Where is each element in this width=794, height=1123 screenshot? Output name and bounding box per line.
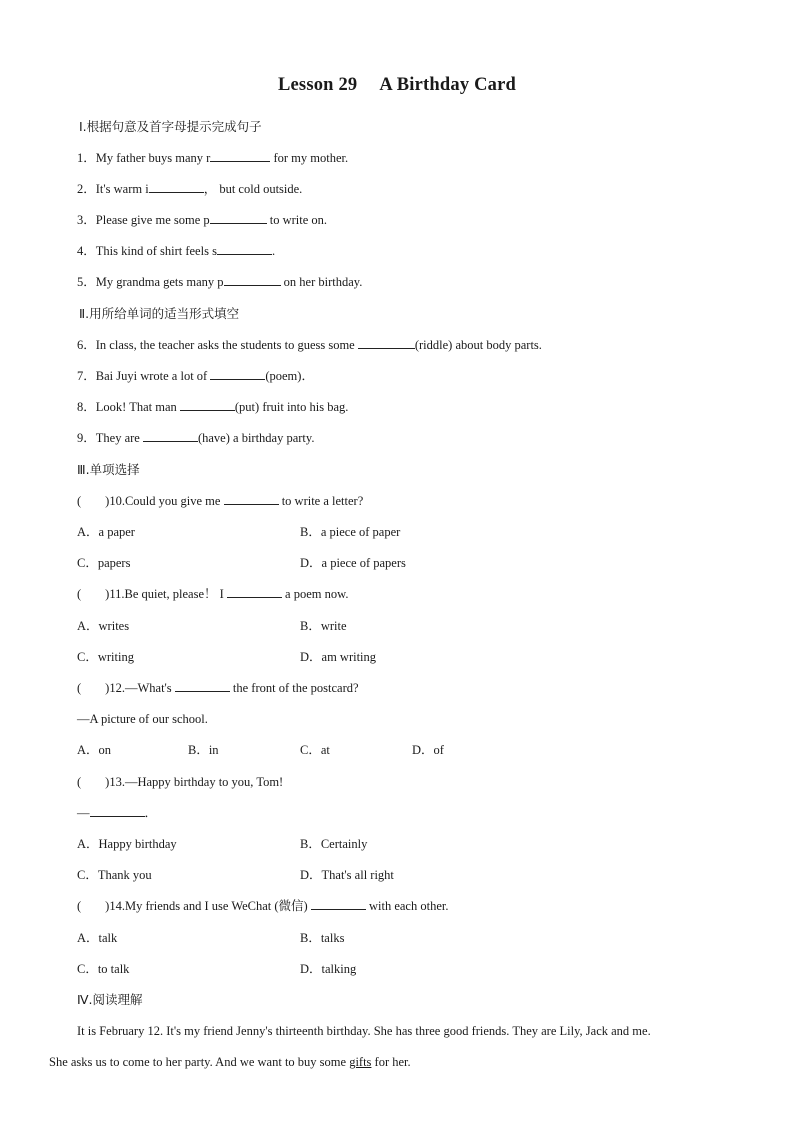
answer-blank[interactable] — [217, 242, 272, 255]
answer-blank[interactable] — [210, 149, 270, 162]
answer-blank[interactable] — [224, 273, 281, 286]
answer-blank[interactable] — [311, 897, 366, 910]
q10-option-c[interactable]: C．papers — [77, 556, 131, 570]
page-title — [0, 75, 794, 96]
q12-option-a[interactable]: A．on — [77, 743, 112, 757]
q14-option-b[interactable]: B．talks — [300, 931, 345, 945]
section-1-heading: Ⅰ.根据句意及首字母提示完成句子 — [79, 119, 262, 134]
q11-option-c[interactable]: C．writing — [77, 650, 134, 664]
question-8: 8．Look! That man (put) fruit into his bag. — [77, 400, 349, 414]
question-5: 5．My grandma gets many p on her birthday. — [77, 275, 363, 289]
q10-option-d[interactable]: D．a piece of papers — [300, 556, 406, 570]
answer-blank[interactable] — [180, 398, 235, 411]
question-2: 2．It's warm i ， but cold outside. — [77, 182, 303, 196]
lesson-name: A Birthday Card — [379, 75, 517, 95]
answer-blank[interactable] — [224, 492, 279, 505]
q11-option-d[interactable]: D．am writing — [300, 650, 377, 664]
answer-blank[interactable] — [358, 336, 415, 349]
q10-option-a[interactable]: A．a paper — [77, 525, 135, 539]
answer-blank[interactable] — [175, 679, 230, 692]
q14-option-c[interactable]: C．to talk — [77, 962, 130, 976]
q12-answer-line: —A picture of our school. — [77, 712, 208, 726]
q11-option-a[interactable]: A．writes — [77, 619, 130, 633]
question-12: ( )12.—What's the front of the postcard? — [77, 681, 359, 695]
q12-option-b[interactable]: B．in — [188, 743, 219, 757]
q14-option-a[interactable]: A．talk — [77, 931, 118, 945]
lesson-number: Lesson 29 — [277, 75, 358, 95]
answer-blank[interactable] — [90, 804, 145, 817]
q10-option-b[interactable]: B．a piece of paper — [300, 525, 401, 539]
question-9: 9．They are (have) a birthday party. — [77, 431, 315, 445]
answer-blank[interactable] — [210, 211, 267, 224]
q13-option-d[interactable]: D．That's all right — [300, 868, 394, 882]
q13-option-a[interactable]: A．Happy birthday — [77, 837, 177, 851]
question-1: 1．My father buys many r for my mother. — [77, 151, 349, 165]
question-14: ( )14.My friends and I use WeChat (微信) with each other. — [77, 899, 449, 913]
q11-option-b[interactable]: B．write — [300, 619, 347, 633]
question-4: 4．This kind of shirt feels s . — [77, 244, 276, 258]
question-6: 6．In class, the teacher asks the students to guess some (riddle) about body parts. — [77, 338, 542, 352]
question-7: 7．Bai Juyi wrote a lot of (poem)． — [77, 369, 314, 383]
q12-option-d[interactable]: D．of — [412, 743, 444, 757]
answer-blank[interactable] — [149, 180, 204, 193]
q13-option-b[interactable]: B．Certainly — [300, 837, 368, 851]
answer-blank[interactable] — [227, 585, 282, 598]
q13-option-c[interactable]: C．Thank you — [77, 868, 152, 882]
q13-reply-line: — ． — [77, 806, 158, 820]
question-11: ( )11.Be quiet, please！ I a poem now. — [77, 587, 349, 601]
answer-blank[interactable] — [210, 367, 265, 380]
reading-paragraph-line-1: It is February 12. It's my friend Jenny's thirteenth birthday. She has three good friends. They are Lily, Jack and me. — [77, 1024, 651, 1038]
question-10: ( )10.Could you give me to write a letter? — [77, 494, 364, 508]
section-2-heading: Ⅱ.用所给单词的适当形式填空 — [79, 306, 240, 321]
section-3-heading: Ⅲ.单项选择 — [77, 462, 140, 477]
section-4-heading: Ⅳ.阅读理解 — [77, 992, 143, 1007]
q12-option-c[interactable]: C．at — [300, 743, 330, 757]
question-13: ( )13.—Happy birthday to you, Tom! — [77, 775, 284, 789]
answer-blank[interactable] — [143, 429, 198, 442]
q14-option-d[interactable]: D．talking — [300, 962, 357, 976]
question-3: 3．Please give me some p to write on. — [77, 213, 328, 227]
underlined-word: gifts — [349, 1055, 372, 1069]
reading-paragraph-line-2: She asks us to come to her party. And we want to buy some gifts for her. — [49, 1055, 411, 1069]
